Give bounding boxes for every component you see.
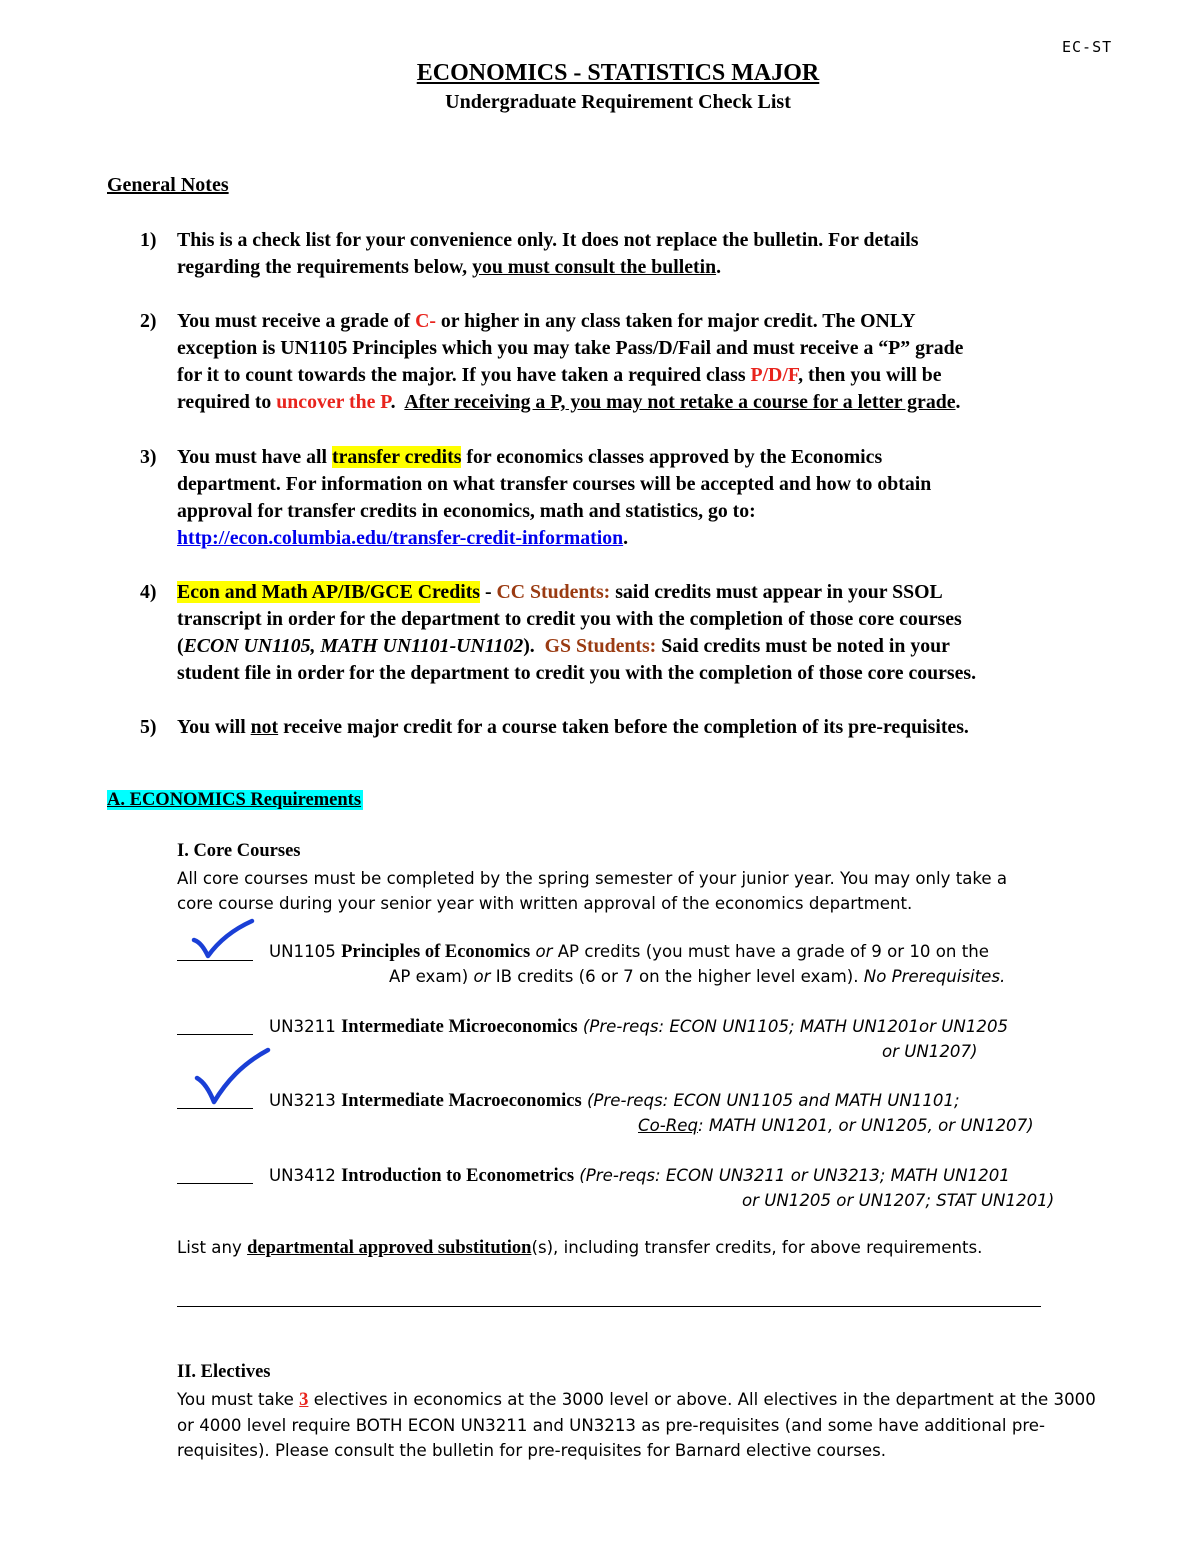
checkbox-blank-un1105[interactable] — [177, 960, 253, 961]
checkbox-blank-un3412[interactable] — [177, 1183, 253, 1184]
note-number: 1) — [140, 229, 157, 251]
core-courses-description: All core courses must be completed by the spring semester of your junior year. You may only take a core course during your senior year with written approval of the economics department. — [177, 869, 1008, 913]
note-number: 2) — [140, 310, 157, 332]
substitution-instruction: List any departmental approved substitution(s), including transfer credits, for above requirements. — [177, 1238, 983, 1258]
note-3: You must have all transfer credits for economics classes approved by the Economics department. For information on what transfer courses will be accepted and how to obtain approval for transfer credits in economics, math and statistics, go to: http://econ.columbia.edu/transfer-credit-information. — [177, 446, 932, 549]
general-notes-heading: General Notes — [107, 174, 229, 196]
note-number: 3) — [140, 446, 157, 468]
transfer-credit-link[interactable]: http://econ.columbia.edu/transfer-credit-information — [177, 527, 624, 549]
course-un3412: UN3412 Introduction to Econometrics (Pre-reqs: ECON UN3211 or UN3213; MATH UN1201 — [269, 1166, 1010, 1186]
electives-heading: II. Electives — [177, 1362, 271, 1382]
checkbox-blank-un3213[interactable] — [177, 1108, 253, 1109]
course-un1105: UN1105 Principles of Economics or AP credits (you must have a grade of 9 or 10 on the — [269, 942, 989, 962]
course-un3213-coreq: Co-Req: MATH UN1201, or UN1205, or UN1207) — [638, 1116, 1034, 1135]
course-un3213: UN3213 Intermediate Macroeconomics (Pre-reqs: ECON UN1105 and MATH UN1101; — [269, 1091, 960, 1111]
checkmark-icon — [190, 918, 256, 960]
electives-description: You must take 3 electives in economics at the 3000 level or above. All electives in the department at the 3000 or 4000 level require BOTH ECON UN3211 and UN3213 as pre-requisites (and some have additional pre- requisites). Please consult the bulletin for pre-requisites for Barnard elective courses. — [177, 1390, 1096, 1460]
note-4: Econ and Math AP/IB/GCE Credits - CC Students: said credits must appear in your SSOL transcript in order for the department to credit you with the completion of those core courses (ECON UN1105, MATH UN1101-UN1102). GS Students: Said credits must be noted in your student file in order for the department to credit you with the completion of those core courses. — [177, 581, 977, 684]
checkmark-icon — [192, 1046, 272, 1108]
note-2: You must receive a grade of C- or higher in any class taken for major credit. The ONLY exception is UN1105 Principles which you may take Pass/D/Fail and must receive a “P” grade for it to count towards the major. If you have taken a required class P/D/F, then you will be required to uncover the P. After receiving a P, you may not retake a course for a letter grade. — [177, 310, 964, 413]
section-a-heading: A. ECONOMICS Requirements — [107, 790, 362, 810]
checkbox-blank-un3211[interactable] — [177, 1034, 253, 1035]
page-subtitle: Undergraduate Requirement Check List — [445, 91, 791, 113]
course-un1105-cont: AP exam) or IB credits (6 or 7 on the higher level exam). No Prerequisites. — [389, 967, 1006, 986]
note-number: 5) — [140, 716, 157, 738]
course-un3412-prereq-cont: or UN1205 or UN1207; STAT UN1201) — [742, 1191, 1055, 1210]
substitution-write-line[interactable] — [177, 1306, 1041, 1307]
course-un3211-prereq-cont: or UN1207) — [882, 1042, 978, 1061]
core-courses-heading: I. Core Courses — [177, 841, 301, 861]
note-1: This is a check list for your convenience only. It does not replace the bulletin. For details regarding the requirements below, you must consult the bulletin. — [177, 229, 919, 278]
note-5: You will not receive major credit for a course taken before the completion of its pre-requisites. — [177, 716, 969, 738]
document-code: EC-ST — [1062, 38, 1113, 56]
course-un3211: UN3211 Intermediate Microeconomics (Pre-reqs: ECON UN1105; MATH UN1201or UN1205 — [269, 1017, 1009, 1037]
note-number: 4) — [140, 581, 157, 603]
page-title: ECONOMICS - STATISTICS MAJOR — [416, 60, 820, 86]
